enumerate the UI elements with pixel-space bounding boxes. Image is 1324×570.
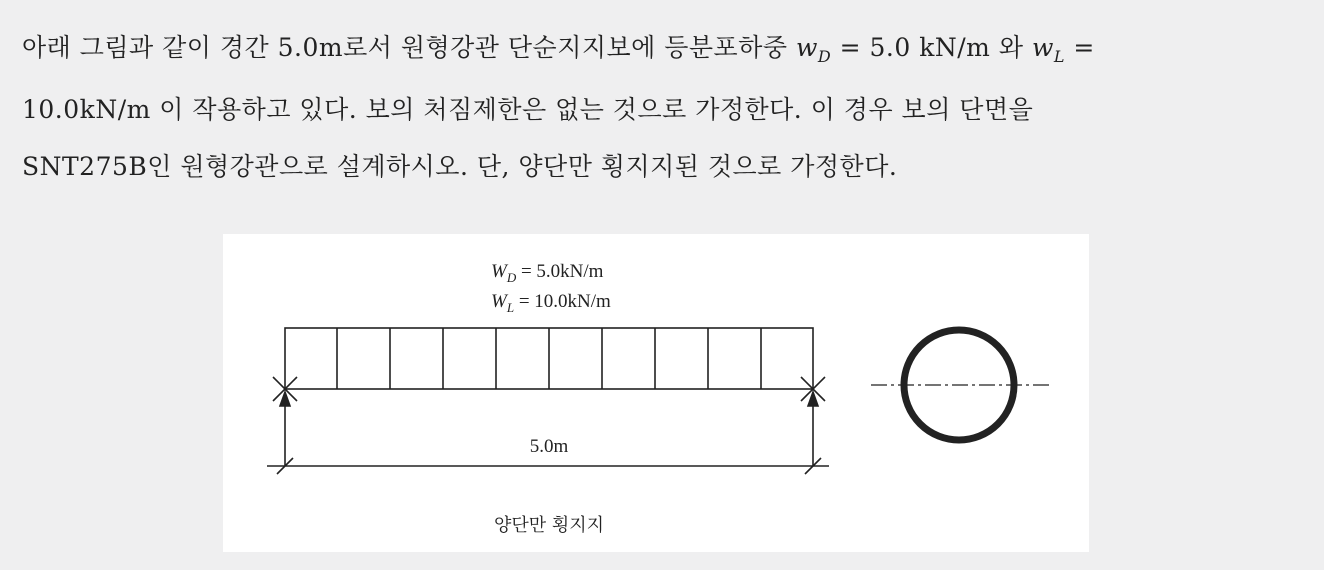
load-label-wl: $W_L = 10.0kN/m$ xyxy=(491,291,611,315)
problem-line-1-text: 아래 그림과 같이 경간 5.0m로서 원형강관 단순지지보에 등분포하중 xyxy=(22,33,796,62)
wd-value: = 5.0 kN/m xyxy=(831,33,991,62)
load-label-wd: $W_D = 5.0kN/m$ xyxy=(491,261,604,285)
left-reaction-arrow xyxy=(280,392,290,466)
span-label: 5.0m xyxy=(529,436,569,457)
wl-subscript: L xyxy=(1053,47,1065,66)
problem-line-1 xyxy=(22,32,1095,73)
span-dimension-line xyxy=(267,458,829,474)
right-reaction-arrow xyxy=(808,392,818,466)
problem-line-2 xyxy=(22,94,1033,126)
wd-symbol: w xyxy=(795,33,818,62)
wd-subscript: D xyxy=(817,47,832,66)
problem-line-3-text: SNT275B인 원형강관으로 설계하시오. 단, 양단만 횡지지된 것으로 가정한다. xyxy=(22,152,898,181)
problem-line-2-text: 이 작용하고 있다. 보의 처짐제한은 없는 것으로 가정한다. 이 경우 보의 단면을 xyxy=(159,95,1034,124)
wl-equals: = xyxy=(1064,33,1095,62)
figure-caption: 양단만 횡지지 xyxy=(493,515,605,536)
pipe-section xyxy=(871,330,1049,440)
distributed-load xyxy=(285,328,813,389)
beam-diagram xyxy=(223,234,1089,552)
problem-line-3 xyxy=(22,151,897,183)
wl-symbol: w xyxy=(1031,33,1054,62)
beam-figure xyxy=(223,234,1089,552)
wl-value: 10.0kN/m xyxy=(22,95,151,124)
connector-text: 와 xyxy=(990,33,1032,62)
